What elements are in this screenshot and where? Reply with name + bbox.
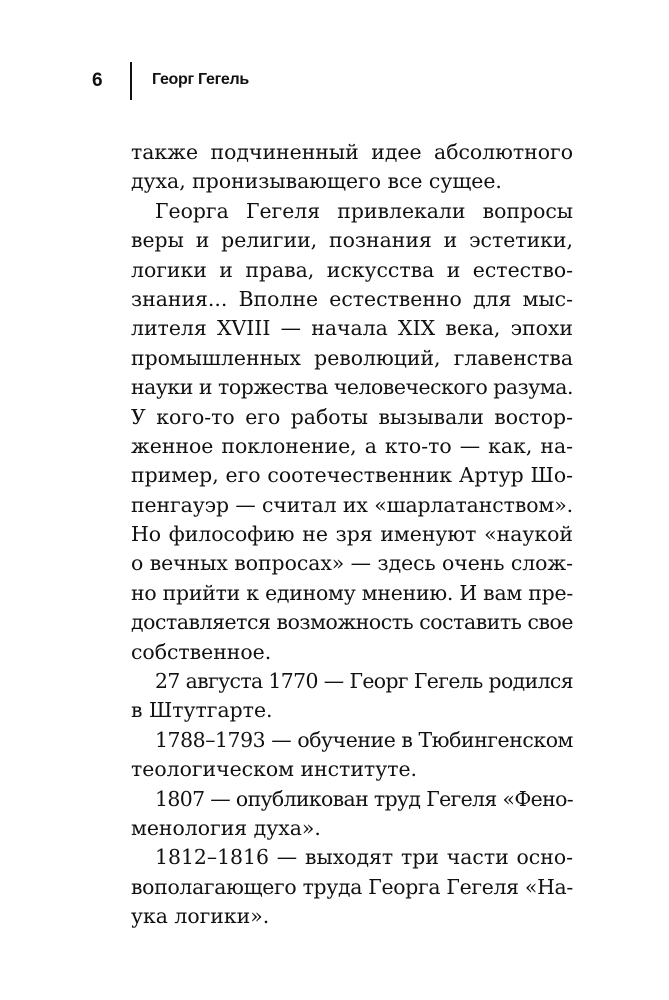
- text-line: теологическом институте.: [131, 757, 418, 782]
- text-line: 27 августа 1770 — Георг Гегель родился: [155, 669, 573, 694]
- text-line: пример, его соотечественник Артур Шо-: [131, 463, 573, 488]
- text-line: веры и религии, познания и эстетики,: [131, 228, 573, 253]
- text-line: менология духа».: [131, 815, 321, 840]
- text-line: Георга Гегеля привлекали вопросы: [155, 198, 573, 223]
- text-line: 1807 — опубликован труд Гегеля «Фено-: [155, 786, 573, 811]
- text-line: о вечных вопросах» — здесь очень слож-: [131, 551, 573, 576]
- running-title: Георг Гегель: [152, 71, 249, 88]
- text-line: в Штутгарте.: [131, 698, 273, 723]
- text-line: промышленных революций, главенства: [131, 345, 573, 370]
- text-line: доставляется возможность составить свое: [131, 610, 573, 635]
- text-line: духа, пронизывающего все сущее.: [131, 169, 502, 194]
- text-line: У кого-то его работы вызывали востор-: [131, 404, 573, 429]
- header-divider: [130, 62, 132, 100]
- text-line: науки и торжества человеческого разума.: [131, 375, 573, 400]
- text-line: вополагающего труда Георга Гегеля «На-: [131, 874, 573, 899]
- text-line: 1788–1793 — обучение в Тюбингенском: [155, 727, 573, 752]
- body-text: [131, 138, 573, 932]
- text-line: ука логики».: [131, 904, 270, 929]
- text-line: Но философию не зря именуют «наукой: [131, 522, 573, 547]
- text-line: женное поклонение, а кто-то — как, на-: [131, 433, 573, 458]
- text-line: пенгауэр — считал их «шарлатанством».: [131, 492, 573, 517]
- text-line: логики и права, искусства и естество-: [131, 257, 573, 282]
- text-line: собственное.: [131, 639, 272, 664]
- text-line: также подчиненный идее абсолютного: [131, 140, 573, 164]
- text-line: 1812–1816 — выходят три части осно-: [155, 845, 573, 870]
- text-line: знания... Вполне естественно для мыс-: [131, 286, 573, 311]
- page-number: 6: [92, 70, 103, 91]
- text-line: лителя XVIII — начала XIX века, эпохи: [131, 316, 573, 341]
- text-line: но прийти к единому мнению. И вам пре-: [131, 580, 573, 605]
